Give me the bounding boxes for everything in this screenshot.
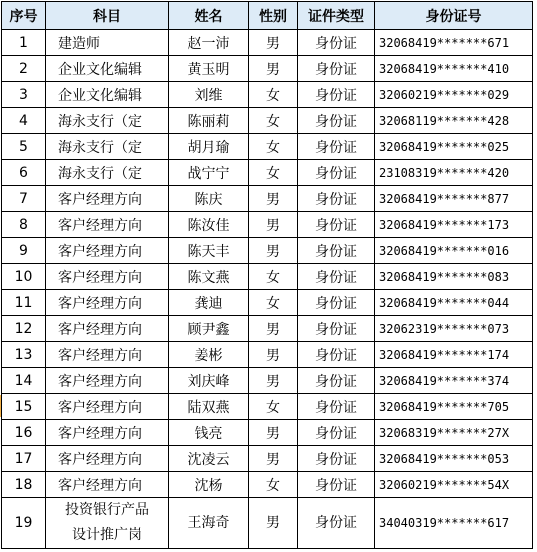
cell-gender[interactable]: 女: [249, 160, 298, 186]
cell-name[interactable]: 黄玉明: [169, 56, 249, 82]
cell-id-type[interactable]: 身份证: [298, 82, 375, 108]
cell-name[interactable]: 王海奇: [169, 498, 249, 549]
cell-id-number[interactable]: 32068419*******671: [375, 30, 533, 56]
cell-name[interactable]: 刘维: [169, 82, 249, 108]
cell-name[interactable]: 沈杨: [169, 472, 249, 498]
cell-id-type[interactable]: 身份证: [298, 316, 375, 342]
cell-id-number[interactable]: 32068419*******083: [375, 264, 533, 290]
cell-gender[interactable]: 男: [249, 342, 298, 368]
spreadsheet: [1, 1, 533, 549]
cell-no[interactable]: 1: [2, 30, 46, 56]
cell-gender[interactable]: 女: [249, 472, 298, 498]
cell-id-number[interactable]: 32068419*******025: [375, 134, 533, 160]
table-row: [2, 238, 533, 264]
cell-name[interactable]: 刘庆峰: [169, 368, 249, 394]
cell-id-number[interactable]: 32068419*******877: [375, 186, 533, 212]
cell-subject[interactable]: 客户经理方向: [46, 316, 169, 342]
cell-name[interactable]: 陆双燕: [169, 394, 249, 420]
cell-subject-line: 设计推广岗: [72, 527, 142, 543]
cell-no[interactable]: 19: [2, 498, 46, 549]
cell-gender[interactable]: 男: [249, 498, 298, 549]
cell-subject[interactable]: 海永支行（定: [46, 160, 169, 186]
cell-no[interactable]: 16: [2, 420, 46, 446]
cell-name[interactable]: 沈凌云: [169, 446, 249, 472]
cell-id-type[interactable]: 身份证: [298, 368, 375, 394]
cell-gender[interactable]: 男: [249, 30, 298, 56]
table-row: [2, 160, 533, 186]
cell-id-type[interactable]: 身份证: [298, 134, 375, 160]
cell-subject[interactable]: 客户经理方向: [46, 394, 169, 420]
cell-subject[interactable]: 企业文化编辑: [46, 82, 169, 108]
header-row: [2, 2, 533, 30]
cell-gender[interactable]: 女: [249, 264, 298, 290]
cell-gender[interactable]: 女: [249, 82, 298, 108]
cell-subject[interactable]: 客户经理方向: [46, 420, 169, 446]
cell-no[interactable]: 13: [2, 342, 46, 368]
cell-id-number[interactable]: 32068419*******044: [375, 290, 533, 316]
table-row: [2, 394, 533, 420]
cell-gender[interactable]: 男: [249, 446, 298, 472]
cell-no[interactable]: 9: [2, 238, 46, 264]
cell-id-number[interactable]: 23108319*******420: [375, 160, 533, 186]
cell-name[interactable]: 胡月瑜: [169, 134, 249, 160]
cell-no[interactable]: 3: [2, 82, 46, 108]
header-gender[interactable]: 性别: [249, 2, 298, 30]
cell-id-type[interactable]: 身份证: [298, 212, 375, 238]
cell-name[interactable]: 战宁宁: [169, 160, 249, 186]
cell-id-number[interactable]: 34040319*******617: [375, 498, 533, 549]
cell-no[interactable]: 8: [2, 212, 46, 238]
cell-no[interactable]: 5: [2, 134, 46, 160]
table-row: [2, 56, 533, 82]
cell-subject[interactable]: 海永支行（定: [46, 134, 169, 160]
cell-name[interactable]: 顾尹鑫: [169, 316, 249, 342]
cell-id-number[interactable]: 32060219*******029: [375, 82, 533, 108]
table-row: [2, 212, 533, 238]
cell-no[interactable]: 10: [2, 264, 46, 290]
cell-name[interactable]: 陈庆: [169, 186, 249, 212]
table-row: [2, 498, 533, 549]
cell-subject[interactable]: 客户经理方向: [46, 238, 169, 264]
cell-no[interactable]: 7: [2, 186, 46, 212]
cell-subject[interactable]: 客户经理方向: [46, 472, 169, 498]
table-row: [2, 316, 533, 342]
table-row: [2, 446, 533, 472]
table-row: [2, 290, 533, 316]
cell-id-number[interactable]: 32068419*******016: [375, 238, 533, 264]
cell-no[interactable]: 12: [2, 316, 46, 342]
cell-gender[interactable]: 女: [249, 394, 298, 420]
cell-id-type[interactable]: 身份证: [298, 420, 375, 446]
cell-subject[interactable]: 客户经理方向: [46, 264, 169, 290]
cell-no[interactable]: 18: [2, 472, 46, 498]
cell-subject[interactable]: [46, 498, 169, 549]
cell-id-number[interactable]: 32068419*******705: [375, 394, 533, 420]
table-row: [2, 30, 533, 56]
table-row: [2, 342, 533, 368]
cell-name[interactable]: 赵一沛: [169, 30, 249, 56]
cell-gender[interactable]: 男: [249, 316, 298, 342]
cell-id-type[interactable]: 身份证: [298, 290, 375, 316]
cell-no[interactable]: 15: [2, 394, 46, 420]
cell-no[interactable]: 2: [2, 56, 46, 82]
cell-id-type[interactable]: 身份证: [298, 264, 375, 290]
cell-id-type[interactable]: 身份证: [298, 446, 375, 472]
cell-subject[interactable]: 海永支行（定: [46, 108, 169, 134]
cell-id-type[interactable]: 身份证: [298, 108, 375, 134]
table-row: [2, 264, 533, 290]
cell-id-type[interactable]: 身份证: [298, 56, 375, 82]
cell-no[interactable]: 14: [2, 368, 46, 394]
table-row: [2, 420, 533, 446]
table-row: [2, 82, 533, 108]
cell-gender[interactable]: 男: [249, 368, 298, 394]
cell-id-number[interactable]: 32068119*******428: [375, 108, 533, 134]
cell-gender[interactable]: 男: [249, 420, 298, 446]
cell-gender[interactable]: 女: [249, 134, 298, 160]
table-row: [2, 472, 533, 498]
cell-name[interactable]: 陈汝佳: [169, 212, 249, 238]
cell-gender[interactable]: 女: [249, 108, 298, 134]
header-id-number[interactable]: 身份证号: [375, 2, 533, 30]
cell-id-type[interactable]: 身份证: [298, 394, 375, 420]
cell-gender[interactable]: 男: [249, 56, 298, 82]
cell-subject[interactable]: 客户经理方向: [46, 342, 169, 368]
table-row: [2, 186, 533, 212]
cell-name[interactable]: 龚迪: [169, 290, 249, 316]
table-row: [2, 368, 533, 394]
cell-id-type[interactable]: 身份证: [298, 498, 375, 549]
cell-id-type[interactable]: 身份证: [298, 238, 375, 264]
cell-subject[interactable]: 客户经理方向: [46, 186, 169, 212]
cell-id-type[interactable]: 身份证: [298, 472, 375, 498]
cell-subject[interactable]: 建造师: [46, 30, 169, 56]
cell-id-number[interactable]: 32068419*******410: [375, 56, 533, 82]
cell-id-number[interactable]: 32068419*******053: [375, 446, 533, 472]
cell-id-number[interactable]: 32068419*******173: [375, 212, 533, 238]
cell-subject[interactable]: 客户经理方向: [46, 212, 169, 238]
cell-no[interactable]: 17: [2, 446, 46, 472]
cell-gender[interactable]: 男: [249, 212, 298, 238]
cell-id-type[interactable]: 身份证: [298, 342, 375, 368]
table-row: [2, 108, 533, 134]
cell-subject[interactable]: 客户经理方向: [46, 368, 169, 394]
cell-gender[interactable]: 男: [249, 186, 298, 212]
cell-id-number[interactable]: 32068419*******374: [375, 368, 533, 394]
cell-name[interactable]: 陈文燕: [169, 264, 249, 290]
cell-name[interactable]: 姜彬: [169, 342, 249, 368]
cell-subject[interactable]: 企业文化编辑: [46, 56, 169, 82]
table-row: [2, 134, 533, 160]
cell-no[interactable]: 6: [2, 160, 46, 186]
cell-name[interactable]: 陈天丰: [169, 238, 249, 264]
cell-name[interactable]: 陈丽莉: [169, 108, 249, 134]
header-name[interactable]: 姓名: [169, 2, 249, 30]
cell-subject-line: 投资银行产品: [65, 502, 149, 518]
cell-name[interactable]: 钱亮: [169, 420, 249, 446]
cell-id-type[interactable]: 身份证: [298, 160, 375, 186]
cell-id-number[interactable]: 32068319*******27X: [375, 420, 533, 446]
cell-no[interactable]: 11: [2, 290, 46, 316]
header-id-type[interactable]: 证件类型: [298, 2, 375, 30]
cell-id-number[interactable]: 32060219*******54X: [375, 472, 533, 498]
cell-id-type[interactable]: 身份证: [298, 30, 375, 56]
header-no[interactable]: 序号: [2, 2, 46, 30]
cell-id-type[interactable]: 身份证: [298, 186, 375, 212]
header-subject[interactable]: 科目: [46, 2, 169, 30]
cell-id-number[interactable]: 32068419*******174: [375, 342, 533, 368]
cell-id-number[interactable]: 32062319*******073: [375, 316, 533, 342]
cell-subject[interactable]: 客户经理方向: [46, 290, 169, 316]
cell-gender[interactable]: 女: [249, 290, 298, 316]
cell-no[interactable]: 4: [2, 108, 46, 134]
cell-gender[interactable]: 男: [249, 238, 298, 264]
cell-subject[interactable]: 客户经理方向: [46, 446, 169, 472]
candidate-table: [1, 1, 533, 549]
